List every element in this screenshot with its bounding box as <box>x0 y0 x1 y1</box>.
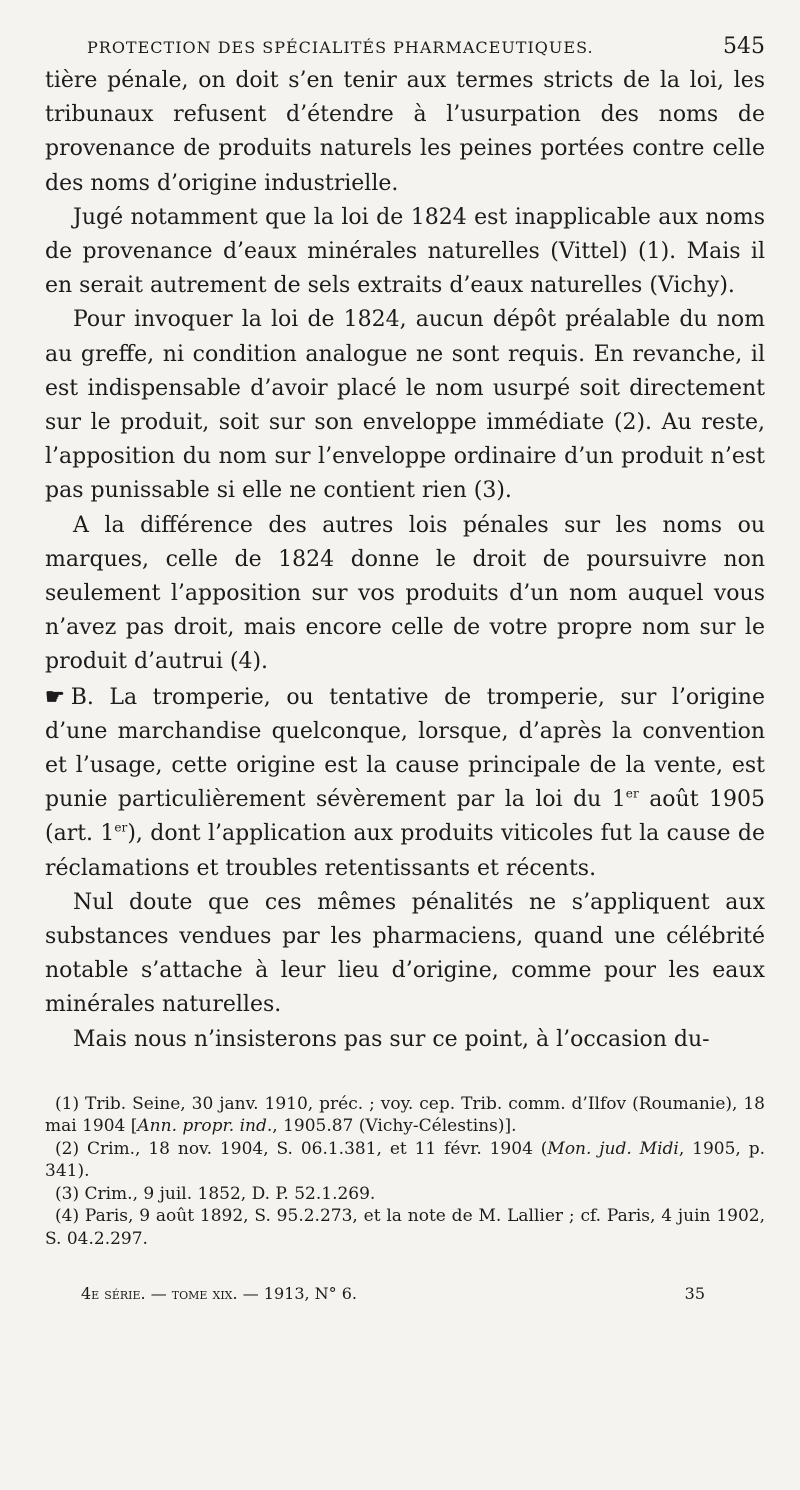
document-page <box>45 34 765 1303</box>
footnote-3: (3) Crim., 9 juil. 1852, D. P. 52.1.269. <box>55 1183 376 1204</box>
footnote-text: (2) Crim., 18 nov. 1904, S. 06.1.381, et 11 févr. 1904 ( <box>55 1138 548 1159</box>
footnotes <box>45 1093 765 1251</box>
footnote-4: (4) Paris, 9 août 1892, S. 95.2.273, et la note de M. Lallier ; cf. Paris, 4 juin 1902, S. 04.2.297. <box>45 1206 765 1249</box>
signature-mark: 35 <box>684 1284 705 1304</box>
superscript: er <box>625 786 639 801</box>
running-title: PROTECTION DES SPÉCIALITÉS PHARMACEUTIQUES. <box>87 38 594 57</box>
series-info: 4e série. — tome xix. — 1913, N° 6. <box>81 1284 358 1304</box>
footnote-text: (1) Trib. Seine, 30 janv. 1910, préc. ; voy. cep. Trib. comm. d’Ilfov (Roumanie), 18 mai 1904 [ <box>45 1093 765 1137</box>
footnote-2 <box>45 1138 765 1183</box>
page-number: 545 <box>723 34 765 59</box>
page-footer <box>45 1284 765 1303</box>
text-run: août 1905 (art. 1 <box>45 787 765 847</box>
footnote-italic: Mon. jud. Midi <box>547 1138 679 1159</box>
text-run: ), dont l’application aux produits viticoles fut la cause de réclamations et troubles retentissants et récents. <box>45 821 765 881</box>
footnote-text: , 1905, p. 341). <box>45 1138 765 1182</box>
paragraph: tière pénale, on doit s’en tenir aux termes stricts de la loi, les tribunaux refusent d’étendre à l’usurpation des noms de provenance de produits naturels les peines portées contre celle des noms d’origine industrielle. <box>45 68 765 196</box>
footnote-italic: Ann. propr. ind. <box>137 1116 273 1137</box>
body-text <box>45 64 765 1057</box>
paragraph: Mais nous n’insisterons pas sur ce point, à l’occasion du- <box>73 1026 710 1052</box>
running-header <box>45 34 765 64</box>
footnote-text: , 1905.87 (Vichy-Célestins)]. <box>272 1116 517 1137</box>
paragraph: A la différence des autres lois pénales sur les noms ou marques, celle de 1824 donne le droit de poursuivre non seulement l’apposition sur vos produits d’un nom auquel vous n’avez pas droit, mais encore celle de votre propre nom sur le produit d’autrui (4). <box>45 512 765 675</box>
text-run: B. La tromperie, ou tentative de tromperie, sur l’origine d’une marchandise quelconque, lorsque, d’après la convention et l’usage, cette origine est la cause principale de la vente, est punie particulièrement sévèrement par la loi du 1 <box>45 684 765 813</box>
paragraph: Nul doute que ces mêmes pénalités ne s’appliquent aux substances vendues par les pharmaciens, quand une célébrité notable s’attache à leur lieu d’origine, comme pour les eaux minérales naturelles. <box>45 889 765 1018</box>
superscript: er <box>114 821 128 836</box>
paragraph: Jugé notamment que la loi de 1824 est inapplicable aux noms de provenance d’eaux minérales naturelles (Vittel) (1). Mais il en serait autrement de sels extraits d’eaux naturelles (Vichy). <box>45 204 765 299</box>
paragraph: Pour invoquer la loi de 1824, aucun dépôt préalable du nom au greffe, ni condition analogue ne sont requis. En revanche, il est indispensable d’avoir placé le nom usurpé soit directement sur le produit, soit sur son enveloppe immédiate (2). Au reste, l’apposition du nom sur l’enveloppe ordinaire d’un produit n’est pas punissable si elle ne contient rien (3). <box>45 307 765 504</box>
paragraph-section-b <box>45 680 765 886</box>
footnote-1 <box>45 1093 765 1138</box>
pointing-hand-icon: ☛ <box>45 683 65 710</box>
